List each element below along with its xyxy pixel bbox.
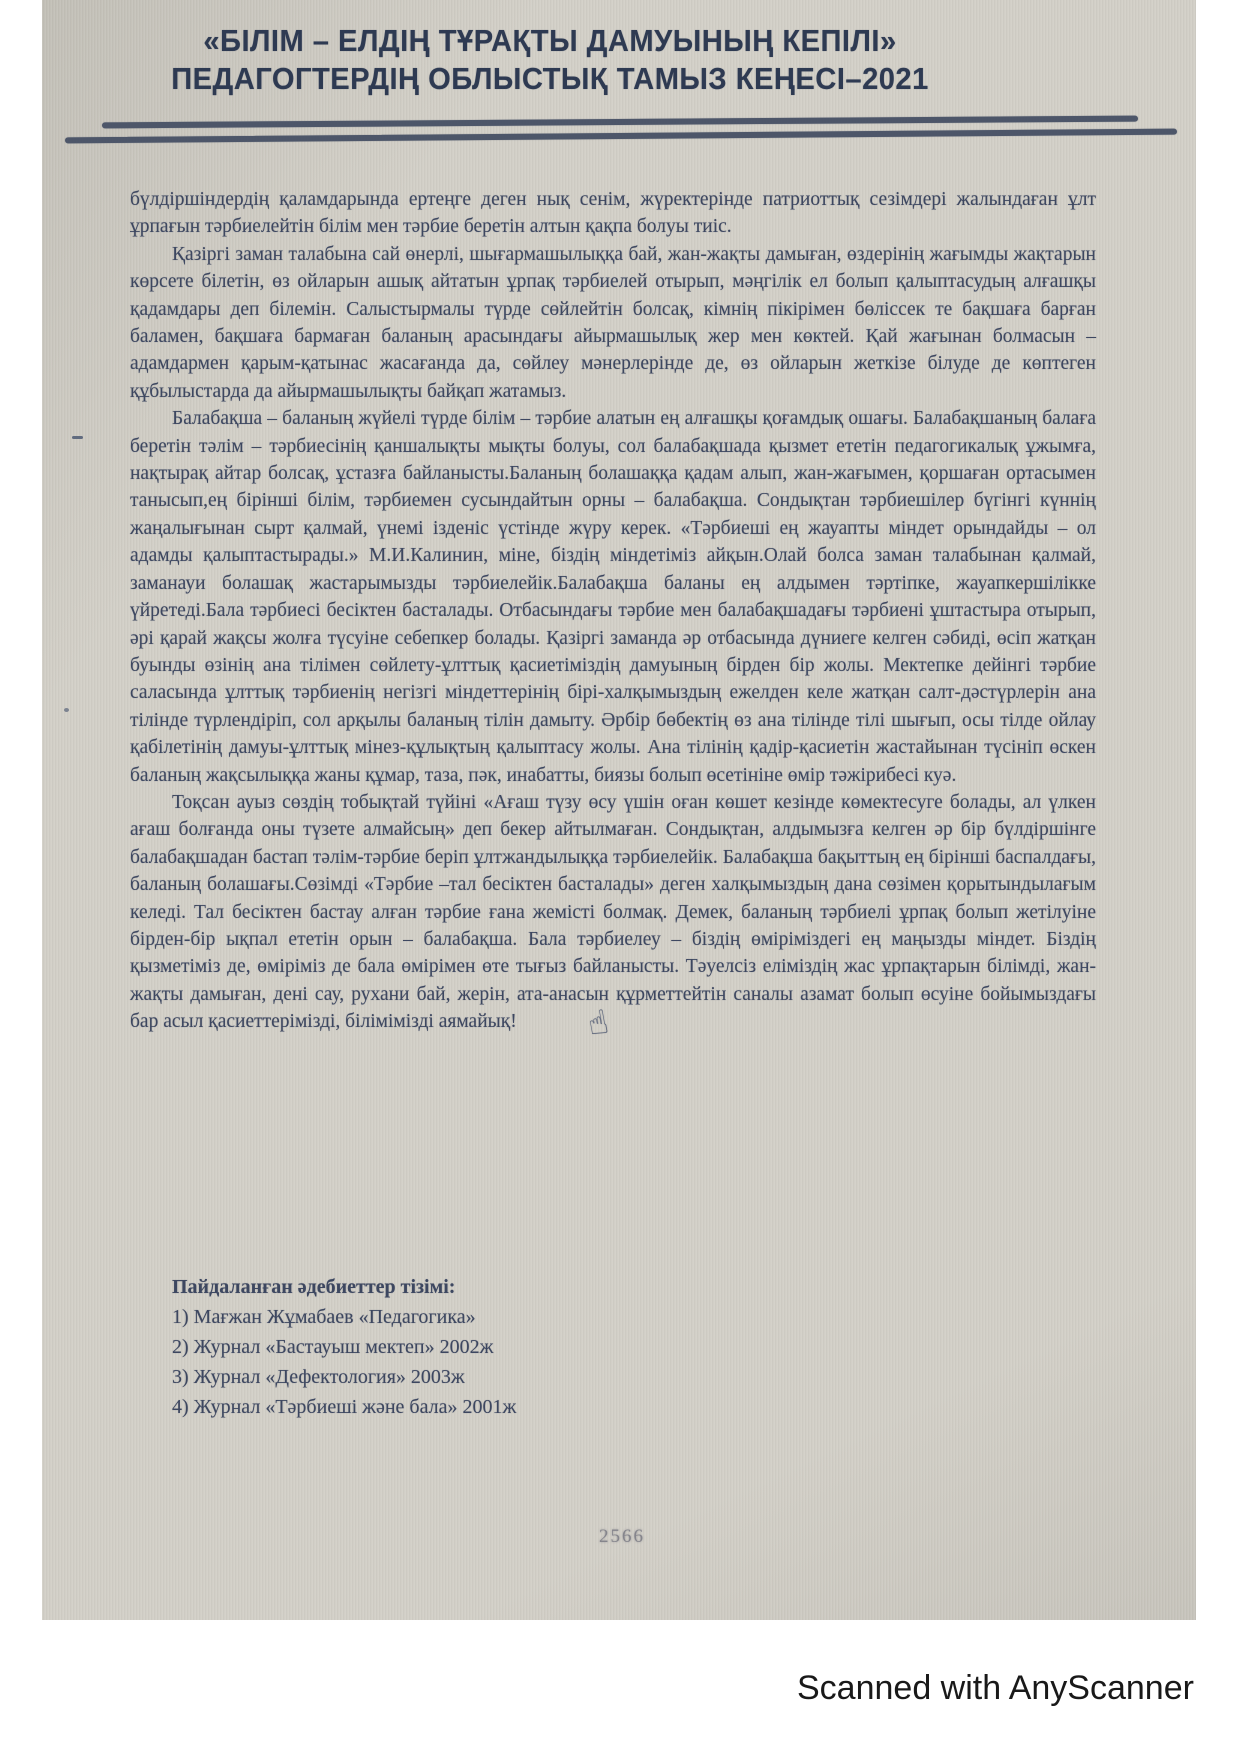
ink-speck: [64, 708, 69, 712]
document-title-line-1: «БІЛІМ – ЕЛДІҢ ТҰРАҚТЫ ДАМУЫНЫҢ КЕПІЛІ»: [203, 23, 897, 58]
reference-item: 1) Мағжан Жұмабаев «Педагогика»: [172, 1306, 476, 1328]
body-paragraph: бүлдіршіндердің қаламдарында ертеңге деген нық сенім, жүректерінде патриоттық сезімдері жалындаған ұлт ұрпағын тәрбиелейтін білім мен тәрбие беретін алтын қақпа болуы тиіс.: [130, 189, 1096, 238]
body-paragraph: Балабақша – баланың жүйелі түрде білім – тәрбие алатын ең алғашқы қоғамдық ошағы. Балабақшаның балаға беретін тәлім – тәрбиесінің қаншалықты мықты болуы, сол балабақшада қызмет ететін педагогикалық ұжымға, нақтырақ айтар болсақ, ұстазға байланысты.Баланың болашаққа қадам алып, жан-жағымен, қоршаған ортасымен танысып,ең бірінші білім, тәрбиемен сусындайтын орны – балабақша. Сондықтан тәрбиешілер бүгінгі күннің жаңалығынан сырт қалмай, үнемі ізденіс үстінде жүру керек. «Тәрбиеші ең жауапты міндет орындайды – ол адамды қалыптастырады.» М.И.Калинин, міне, біздің міндетіміз айқын.Олай болса заман талабынан қалмай, заманауи болашақ жастарымызды тәрбиелейік.Балабақша баланы ең алдымен тәртіпке, жауапкершілікке үйретеді.Бала тәрбиесі бесіктен басталады. Отбасындағы тәрбие мен балабақшадағы тәрбиені ұштастыра отырып, әрі қарай жақсы жолға түсуіне себепкер болады. Қазіргі заманда әр отбасында дүниеге келген сәбиді, өсіп жатқан буынды өзінің ана тілімен сөйлету-ұлттық қасиетіміздің дамуының бірден бір жолы. Мектепке дейінгі тәрбие саласында ұлттық тәрбиенің негізгі міндеттерінің бірі-халқымыздың ежелден келе жатқан салт-дәстүрлерін ана тілінде түрлендіріп, сол арқылы баланың тілін дамыту. Әрбір бөбектің өз ана тілінде тілі шығып, осы тілде ойлау қабілетінің дамуы-ұлттық мінез-құлықтың қалыптасу жолы. Ана тілінің қадір-қасиетін жастайынан түсініп өскен баланың жақсылыққа жаны құмар, таза, пәк, инабатты, биязы болып өсетініне өмір тәжірибесі куә.: [130, 408, 1096, 786]
document-body: [130, 186, 1096, 1036]
document-title: [8, 22, 1093, 98]
reference-item: 4) Журнал «Тәрбиеші және бала» 2001ж: [172, 1396, 517, 1418]
scanner-watermark: Scanned with AnyScanner: [797, 1669, 1194, 1707]
references-list: [172, 1272, 516, 1422]
reference-item: 3) Журнал «Дефектология» 2003ж: [172, 1366, 465, 1388]
reference-item: 2) Журнал «Бастауыш мектеп» 2002ж: [172, 1336, 494, 1358]
header-rule-top: [102, 116, 1138, 129]
references-heading: Пайдаланған әдебиеттер тізімі:: [172, 1276, 456, 1298]
body-paragraph: Қазіргі заман талабына сай өнерлі, шығармашылыққа бай, жан-жақты дамыған, өздерінің жағымды жақтарын көрсете білетін, өз ойларын ашық айтатын ұрпақ тәрбиелей отырып, мәңгілік ел болып қалыптасудың алғашқы қадамдары деп білемін. Салыстырмалы түрде сөйлейтін болсақ, кімнің пікірімен бөліссек те бақшаға барған баламен, бақшаға бармаған баланың арасындағы айырмашылық жер мен көктей. Қай жағынан болмасын –адамдармен қарым-қатынас жасағанда да, сөйлеу мәнерлерінде де, өз ойларын жеткізе білуде де көптеген құбылыстарда да айырмашылықты байқап жатамыз.: [130, 243, 1096, 402]
header-rule-bottom: [65, 129, 1177, 144]
scanned-page: [42, 0, 1196, 1620]
ink-speck: [72, 436, 83, 439]
page-number: 2566: [599, 1526, 645, 1547]
hand-cursor-icon: ☝: [584, 1001, 612, 1044]
document-title-line-2: ПЕДАГОГТЕРДІҢ ОБЛЫСТЫҚ ТАМЫЗ КЕҢЕСІ–2021: [171, 61, 929, 96]
body-paragraph: Тоқсан ауыз сөздің тобықтай түйіні «Ағаш түзу өсу үшін оған көшет кезінде көмектесуге болады, ал үлкен ағаш болғанда оны түзете алмайсың» деп бекер айтылмаған. Сондықтан, алдымызға келген әр бір бүлдіршінге балабақшадан бастап тәлім-тәрбие беріп ұлтжандылыққа тәрбиелейік. Балабақша бақыттың ең бірінші баспалдағы, баланың болашағы.Сөзімді «Тәрбие –тал бесіктен басталады» деген халқымыздың дана сөзімен қорытындылағым келеді. Тал бесіктен бастау алған тәрбие ғана жемісті болмақ. Демек, баланың тәрбиелі ұрпақ болып жетілуіне бірден-бір ықпал ететін орын – балабақша. Бала тәрбиелеу – біздің өміріміздегі ең маңызды міндет. Біздің қызметіміз де, өміріміз де бала өмірімен өте тығыз байланысты. Тәуелсіз еліміздің жас ұрпақтарын білімді, жан-жақты дамыған, дені сау, рухани бай, жерін, ата-анасын құрметтейтін саналы азамат болып өсуіне бойымыздағы бар асыл қасиеттерімізді, білімімізді аямайық!: [130, 791, 1096, 1033]
